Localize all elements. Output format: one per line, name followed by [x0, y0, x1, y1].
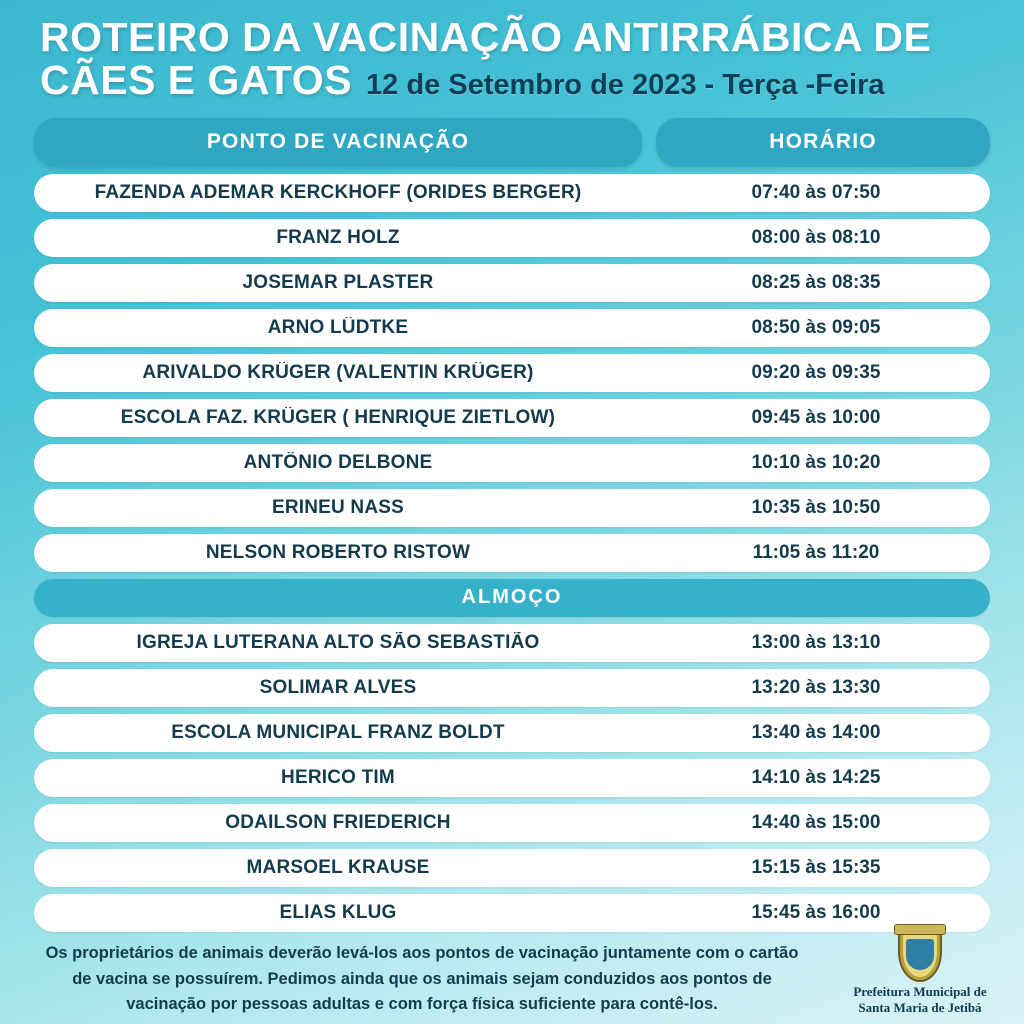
poster-title-line2: CÃES E GATOS [40, 56, 353, 103]
coat-of-arms-icon [894, 924, 946, 982]
row-time: 14:10 às 14:25 [751, 766, 881, 788]
table-row [34, 354, 990, 392]
row-time: 10:35 às 10:50 [751, 496, 881, 518]
table-row [34, 669, 990, 707]
row-place: ANTÔNIO DELBONE [243, 451, 433, 473]
table-column-headers [32, 118, 992, 167]
lunch-break-row [34, 579, 990, 617]
row-place: ESCOLA MUNICIPAL FRANZ BOLDT [171, 721, 505, 743]
row-time: 07:40 às 07:50 [751, 181, 881, 203]
row-time: 08:00 às 08:10 [751, 226, 881, 248]
table-row [34, 804, 990, 842]
row-place: ARIVALDO KRÜGER (VALENTIN KRÜGER) [142, 361, 534, 383]
footer-note [34, 941, 840, 1018]
row-place: FRANZ HOLZ [276, 226, 400, 248]
footer-note-line3: vacinação por pessoas adultas e com força física suficiente para contê-los. [126, 995, 718, 1014]
table-row [34, 534, 990, 572]
row-time: 13:20 às 13:30 [751, 676, 881, 698]
poster-title-row [40, 56, 992, 103]
row-place: NELSON ROBERTO RISTOW [205, 541, 471, 563]
row-time: 15:45 às 16:00 [751, 901, 881, 923]
row-time: 08:25 às 08:35 [751, 271, 881, 293]
poster-title-line1: ROTEIRO DA VACINAÇÃO ANTIRRÁBICA DE [40, 14, 932, 60]
row-time: 14:40 às 15:00 [751, 811, 881, 833]
footer-note-line1: Os proprietários de animais deverão levá-los aos pontos de vacinação juntamente com o cartão [45, 944, 799, 963]
row-place: FAZENDA ADEMAR KERCKHOFF (ORIDES BERGER) [94, 181, 582, 203]
poster-footer [34, 924, 990, 1019]
row-place: SOLIMAR ALVES [259, 676, 417, 698]
row-time: 13:00 às 13:10 [751, 631, 881, 653]
row-time: 09:45 às 10:00 [751, 406, 881, 428]
column-header-points: PONTO DE VACINAÇÃO [34, 118, 642, 167]
table-row [34, 444, 990, 482]
poster-header [32, 14, 992, 108]
crest-line1: Prefeitura Municipal de [853, 983, 987, 999]
footer-note-line2: de vacina se possuírem. Pedimos ainda que os animais sejam conduzidos aos pontos de [72, 969, 772, 988]
row-place: ESCOLA FAZ. KRÜGER ( HENRIQUE ZIETLOW) [120, 406, 556, 428]
crest-line2: Santa Maria de Jetibá [858, 999, 982, 1015]
row-place: HERICO TIM [281, 766, 395, 788]
row-place: ELIAS KLUG [279, 901, 397, 923]
city-crest [850, 924, 990, 1019]
table-row [34, 759, 990, 797]
row-place: IGREJA LUTERANA ALTO SÃO SEBASTIÃO [136, 631, 540, 653]
row-time: 15:15 às 15:35 [751, 856, 881, 878]
row-time: 08:50 às 09:05 [751, 316, 881, 338]
row-place: JOSEMAR PLASTER [242, 271, 434, 293]
table-row [34, 309, 990, 347]
row-time: 11:05 às 11:20 [752, 541, 880, 563]
row-time: 10:10 às 10:20 [751, 451, 881, 473]
table-row [34, 489, 990, 527]
row-place: ARNO LÜDTKE [267, 316, 409, 338]
table-row [34, 219, 990, 257]
row-place: ERINEU NASS [271, 496, 405, 518]
lunch-break-label: ALMOÇO [461, 586, 563, 609]
table-row [34, 264, 990, 302]
row-place: MARSOEL KRAUSE [246, 856, 430, 878]
table-row [34, 174, 990, 212]
table-row [34, 624, 990, 662]
column-header-schedule: HORÁRIO [656, 118, 990, 167]
row-time: 13:40 às 14:00 [751, 721, 881, 743]
poster-date-subtitle: 12 de Setembro de 2023 - Terça -Feira [366, 68, 885, 101]
table-row [34, 714, 990, 752]
table-row [34, 399, 990, 437]
row-place: ODAILSON FRIEDERICH [225, 811, 451, 833]
row-time: 09:20 às 09:35 [751, 361, 881, 383]
table-row [34, 849, 990, 887]
schedule-table-body [32, 174, 992, 932]
